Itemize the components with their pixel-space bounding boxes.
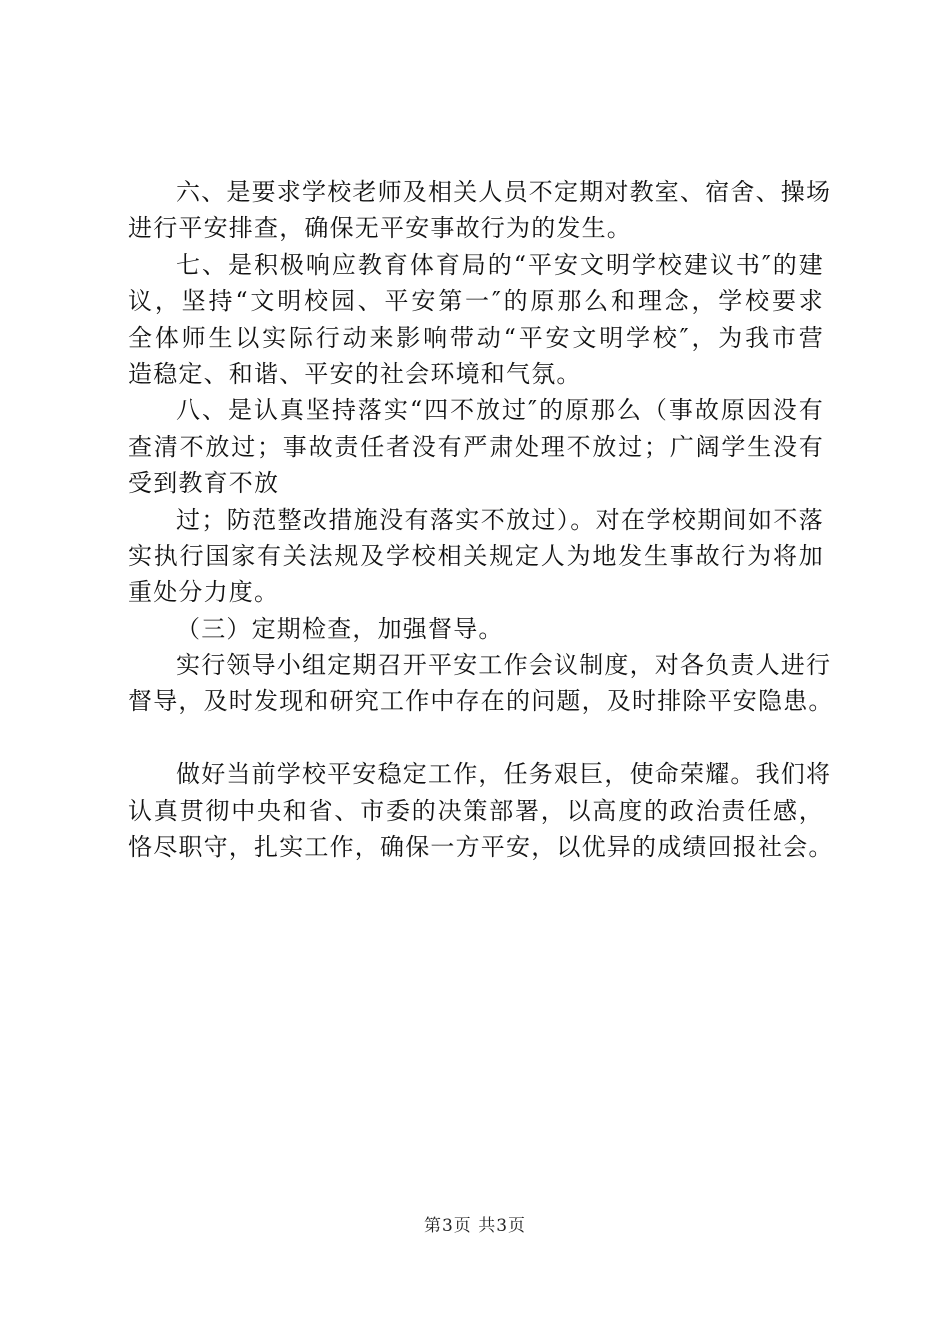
paragraph-line: 进行平安排查，确保无平安事故行为的发生。 <box>128 214 632 243</box>
paragraph-line: 造稳定、和谐、平安的社会环境和气氛。 <box>128 359 582 388</box>
paragraph-line: 六、是要求学校老师及相关人员不定期对教室、宿舍、操场 <box>176 178 832 206</box>
paragraph-line: 七、是积极响应教育体育局的“平安文明学校建议书″的建 <box>176 250 824 279</box>
section-heading: （三）定期检查，加强督导。 <box>176 614 504 643</box>
paragraph-line: 查清不放过；事故责任者没有严肃处理不放过；广阔学生没有 <box>128 432 824 461</box>
paragraph-line: 八、是认真坚持落实“四不放过″的原那么（事故原因没有 <box>176 396 824 425</box>
paragraph-line: 认真贯彻中央和省、市委的决策部署，以高度的政治责任感， <box>128 796 824 825</box>
document-body <box>128 174 848 865</box>
paragraph-line: 过；防范整改措施没有落实不放过）。对在学校期间如不落 <box>176 505 824 534</box>
paragraph-line: 重处分力度。 <box>128 578 280 607</box>
paragraph-line: 全体师生以实际行动来影响带动“平安文明学校″，为我市营 <box>128 323 824 352</box>
paragraph-spacer <box>128 720 848 756</box>
paragraph-line: 督导，及时发现和研究工作中存在的问题，及时排除平安隐患。 <box>128 687 834 716</box>
page-footer: 第3页 共3页 <box>423 1216 527 1236</box>
paragraph-line: 做好当前学校平安稳定工作，任务艰巨，使命荣耀。我们将 <box>176 760 832 789</box>
paragraph-line: 议，坚持“文明校园、平安第一″的原那么和理念，学校要求 <box>128 287 824 316</box>
paragraph-line: 实执行国家有关法规及学校相关规定人为地发生事故行为将加 <box>128 541 824 570</box>
paragraph-line: 受到教育不放 <box>128 469 280 498</box>
paragraph-line: 实行领导小组定期召开平安工作会议制度，对各负责人进行 <box>176 651 832 680</box>
paragraph-line: 恪尽职守，扎实工作，确保一方平安，以优异的成绩回报社会。 <box>128 833 834 862</box>
